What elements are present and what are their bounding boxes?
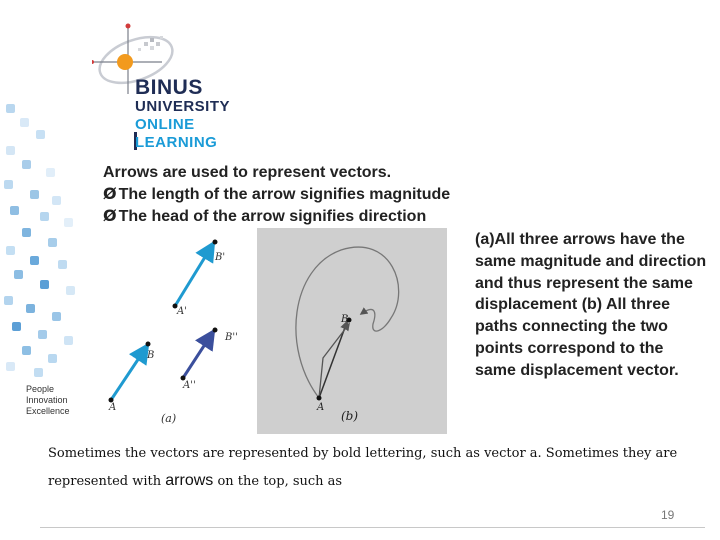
slide-heading: Arrows are used to represent vectors. xyxy=(103,164,392,181)
page-number: 19 xyxy=(661,508,675,522)
panel-a-label: (a) xyxy=(161,412,177,425)
label-a-double-prime: A'' xyxy=(183,380,196,391)
label-b: B xyxy=(147,350,155,361)
tagline-innovation: Innovation xyxy=(26,395,68,405)
tagline-people: People xyxy=(26,384,55,394)
footer-divider xyxy=(40,527,705,528)
body-text-arrows-word: arrows xyxy=(165,472,214,489)
bullet-arrow-icon: Ø xyxy=(103,206,117,225)
label-b-double-prime: B'' xyxy=(225,332,238,343)
label-b-panel-b: B xyxy=(341,314,349,325)
vector-a xyxy=(111,346,147,400)
logo-university-text: UNIVERSITY xyxy=(135,98,231,115)
panel-a xyxy=(108,240,238,426)
body-text-suffix: on the top, such as xyxy=(217,474,343,489)
bullet-text: The length of the arrow signifies magnitude xyxy=(118,186,451,203)
tagline-excellence: Excellence xyxy=(26,406,70,416)
logo-online-text: ONLINE xyxy=(135,116,195,133)
vector-a-prime xyxy=(175,244,213,306)
body-text-line-1: Sometimes the vectors are represented by bold lettering, such as vector a. Sometimes they are xyxy=(48,446,678,461)
bullet-text: The head of the arrow signifies direction xyxy=(118,208,427,225)
bullet-item xyxy=(103,206,426,227)
label-b-prime: B' xyxy=(215,252,226,263)
logo-learning-text: LEARNING xyxy=(135,134,218,151)
label-a-prime: A' xyxy=(177,306,187,317)
figure-caption: (a)All three arrows have the same magnitude and direction and thus represent the same displacement (b) All three paths connecting the two points correspond to the same displacement vector. xyxy=(475,231,707,379)
vector-a-double-prime xyxy=(183,332,213,378)
panel-b xyxy=(257,228,447,434)
label-a-panel-b: A xyxy=(317,402,325,413)
body-text-line-2 xyxy=(48,472,342,490)
bullet-arrow-icon: Ø xyxy=(103,184,117,203)
body-text-prefix: represented with xyxy=(48,474,162,489)
vector-figure xyxy=(91,228,447,434)
logo-binus-text: BINUS xyxy=(135,76,203,99)
panel-b-label: (b) xyxy=(341,409,359,423)
tagline xyxy=(26,384,70,417)
bullet-item xyxy=(103,184,450,205)
label-a: A xyxy=(109,402,117,413)
